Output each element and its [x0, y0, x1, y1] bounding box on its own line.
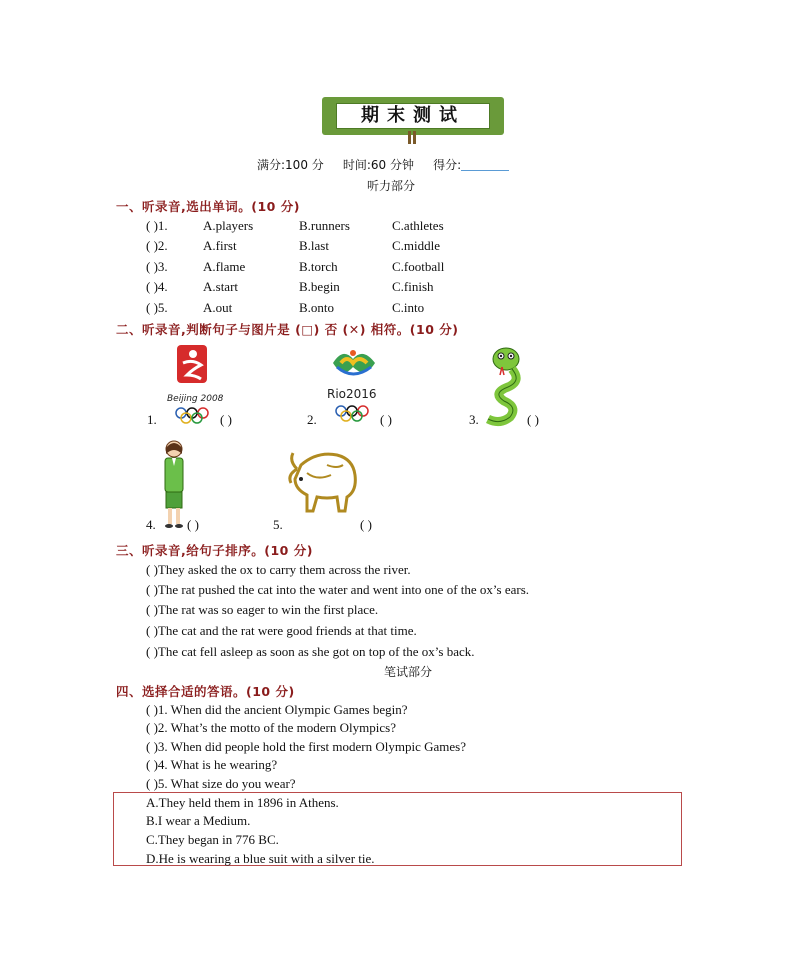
ox-icon	[287, 445, 363, 517]
s1-opt-c: C.finish	[392, 279, 434, 294]
s1-opt-c: C.football	[392, 259, 445, 274]
woman-in-green-suit-icon	[159, 438, 189, 530]
full-score: 满分:100 分	[257, 158, 324, 172]
s1-opt-a: A.first	[203, 238, 237, 253]
s3-sentence: ( )The cat and the rat were good friends at that time.	[146, 623, 417, 638]
s2-paren[interactable]: ( )	[360, 517, 372, 532]
section1-heading: 一、听录音,选出单词。(10 分)	[116, 199, 300, 214]
s4-question: ( )2. What’s the motto of the modern Olympics?	[146, 720, 396, 735]
s1-opt-c: C.into	[392, 300, 425, 315]
section4-heading: 四、选择合适的答语。(10 分)	[116, 684, 295, 699]
s4-question: ( )4. What is he wearing?	[146, 757, 278, 772]
s1-opt-a: A.flame	[203, 259, 246, 274]
pin-icon	[406, 131, 420, 145]
page-title: 期末测试	[336, 103, 490, 129]
s4-question: ( )3. When did people hold the first modern Olympic Games?	[146, 739, 466, 754]
s4-option: B.I wear a Medium.	[146, 813, 251, 828]
s2-paren[interactable]: ( )	[527, 412, 539, 427]
s1-num: ( )2.	[146, 238, 168, 253]
s1-num: ( )1.	[146, 218, 168, 233]
s1-opt-b: B.last	[299, 238, 329, 253]
s1-opt-b: B.onto	[299, 300, 335, 315]
s3-sentence: ( )They asked the ox to carry them across the river.	[146, 562, 411, 577]
s1-num: ( )4.	[146, 279, 168, 294]
s1-opt-c: C.athletes	[392, 218, 444, 233]
s4-option: D.He is wearing a blue suit with a silver tie.	[146, 851, 375, 866]
s1-opt-b: B.torch	[299, 259, 338, 274]
s2-paren[interactable]: ( )	[187, 517, 199, 532]
s4-option: C.They began in 776 BC.	[146, 832, 279, 847]
section3-heading: 三、听录音,给句子排序。(10 分)	[116, 543, 313, 558]
s2-num: 1.	[147, 412, 157, 427]
s2-num: 2.	[307, 412, 317, 427]
s1-num: ( )3.	[146, 259, 168, 274]
beijing-2008-label: Beijing 2008	[167, 394, 224, 404]
beijing-2008-emblem-icon	[163, 345, 225, 425]
s1-opt-a: A.out	[203, 300, 233, 315]
score-info	[257, 156, 509, 173]
s3-sentence: ( )The cat fell asleep as soon as she got on top of the ox’s back.	[146, 644, 475, 659]
snake-icon	[482, 345, 528, 427]
s1-num: ( )5.	[146, 300, 168, 315]
s4-question: ( )5. What size do you wear?	[146, 776, 296, 791]
rio-2016-emblem-icon	[323, 345, 385, 425]
part-listening-heading: 听力部分	[367, 179, 416, 193]
s4-option: A.They held them in 1896 in Athens.	[146, 795, 339, 810]
score-blank[interactable]	[461, 158, 509, 171]
s2-paren[interactable]: ( )	[220, 412, 232, 427]
s1-opt-b: B.runners	[299, 218, 350, 233]
s3-sentence: ( )The rat pushed the cat into the water and went into one of the ox’s ears.	[146, 582, 530, 597]
s1-opt-c: C.middle	[392, 238, 441, 253]
s1-opt-a: A.start	[203, 279, 239, 294]
section2-heading: 二、听录音,判断句子与图片是 (□) 否 (✕) 相符。(10 分)	[116, 322, 459, 337]
s4-question: ( )1. When did the ancient Olympic Games begin?	[146, 702, 408, 717]
s2-num: 5.	[273, 517, 283, 532]
rio-2016-label: Rio2016	[327, 387, 377, 401]
s3-sentence: ( )The rat was so eager to win the first place.	[146, 602, 379, 617]
s1-opt-b: B.begin	[299, 279, 340, 294]
part-writing-heading: 笔试部分	[384, 665, 433, 679]
time-limit: 时间:60 分钟	[342, 158, 414, 172]
s2-num: 4.	[146, 517, 156, 532]
score-label: 得分:	[433, 158, 462, 172]
s2-paren[interactable]: ( )	[380, 412, 392, 427]
s1-opt-a: A.players	[203, 218, 254, 233]
s2-num: 3.	[469, 412, 479, 427]
title-banner	[322, 97, 504, 135]
